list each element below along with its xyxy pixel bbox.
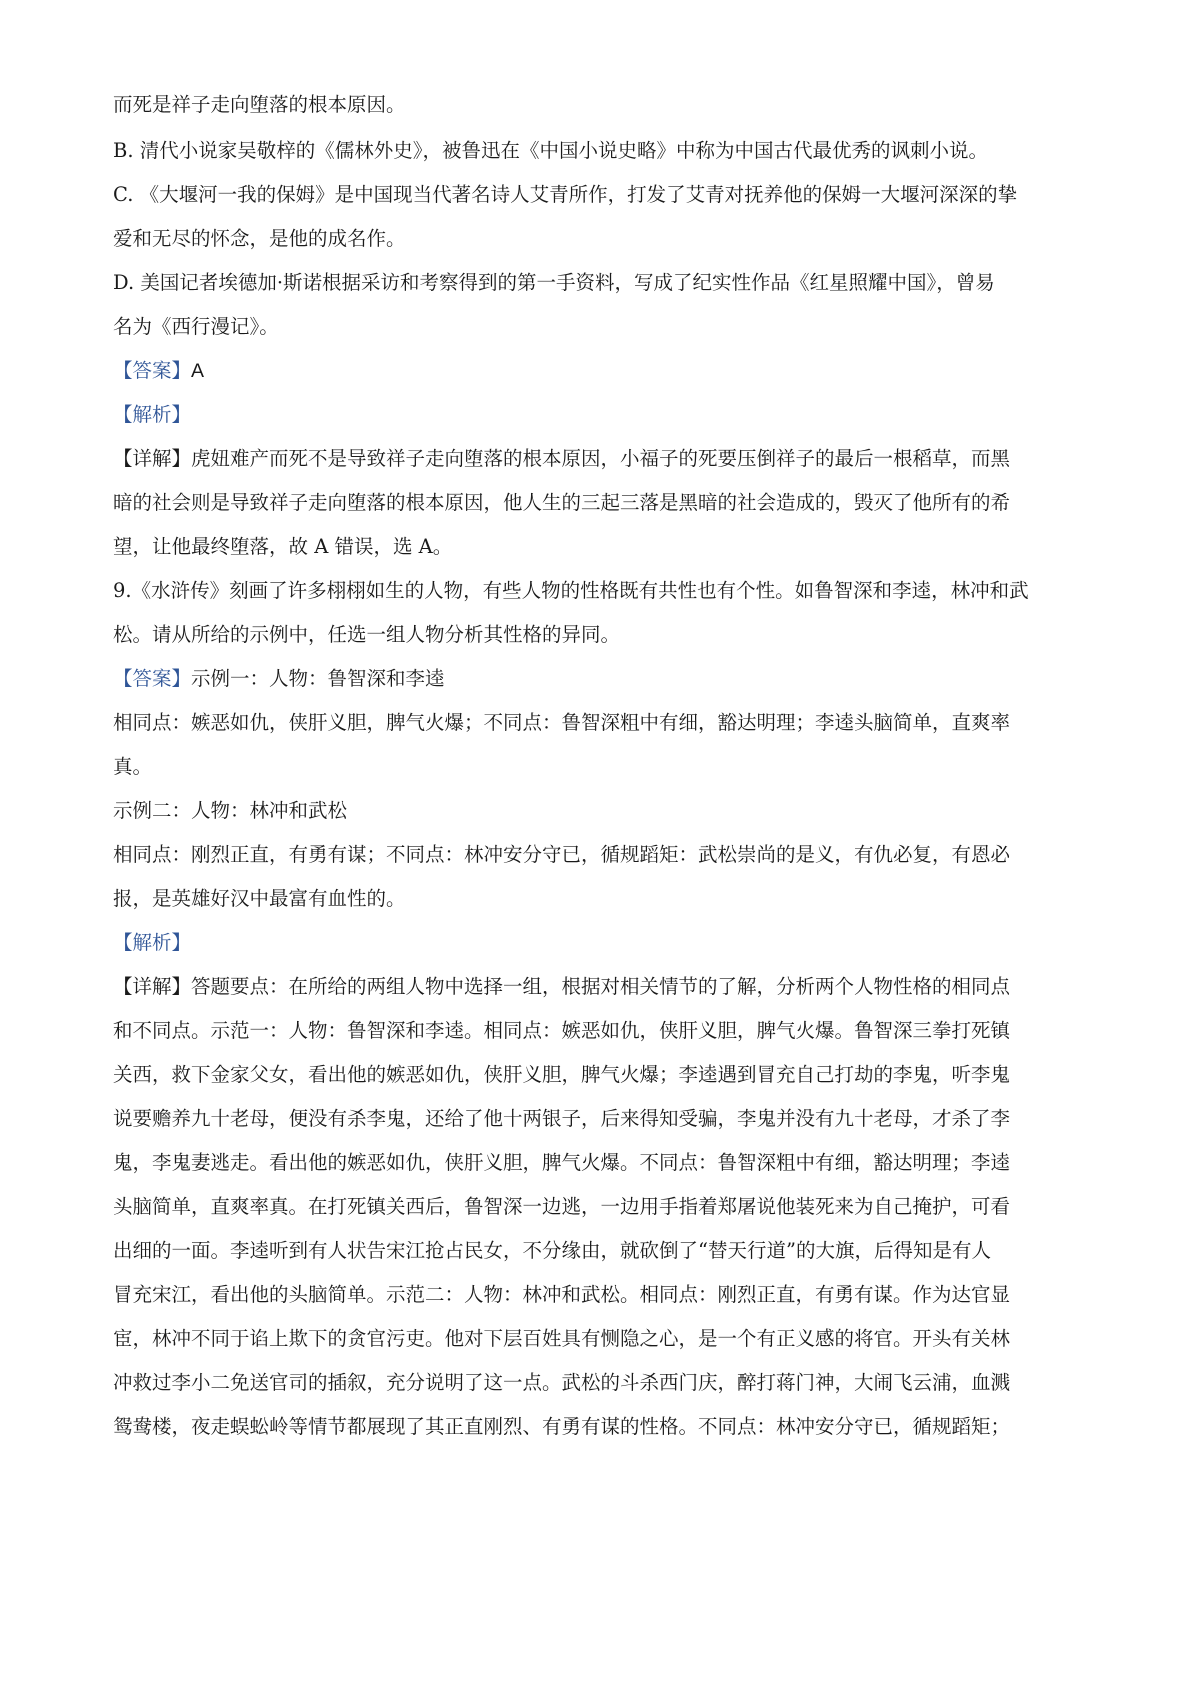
q9-answer-line4: 示例二：人物：林冲和武松 [113,799,348,822]
q8-option-b: B. 清代小说家吴敬梓的《儒林外史》，被鲁迅在《中国小说史略》中称为中国古代最优秀的讽刺小说。 [113,139,988,162]
q9-question-line1: 9.《水浒传》刻画了许多栩栩如生的人物，有些人物的性格既有共性也有个性。如鲁智深和李逵，林冲和武 [113,579,1029,602]
q9-answer-line2: 相同点：嫉恶如仇，侠肝义胆，脾气火爆；不同点：鲁智深粗中有细，豁达明理；李逵头脑简单，直爽率 [113,711,1011,734]
q9-answer-line6: 报，是英雄好汉中最富有血性的。 [113,887,406,910]
q9-answer-line3: 真。 [113,755,153,778]
q9-detail-line10: 冲救过李小二免送官司的插叙，充分说明了这一点。武松的斗杀西门庆，醉打蒋门神，大闹飞云浦，血溅 [113,1371,1011,1394]
answer-tag: 【答案】 [113,667,192,690]
q8-detail-line3: 望，让他最终堕落，故 A 错误，选 A。 [113,535,453,558]
q9-answer-line1 [113,664,1103,694]
q9-analysis-tag: 【解析】 [113,931,192,954]
q9-question-line2: 松。请从所给的示例中，任选一组人物分析其性格的异同。 [113,623,621,646]
q8-option-d-line1: D. 美国记者埃德加·斯诺根据采访和考察得到的第一手资料，写成了纪实性作品《红星照耀中国》，曾易 [113,271,995,294]
q9-detail-line2: 和不同点。示范一：人物：鲁智深和李逵。相同点：嫉恶如仇，侠肝义胆，脾气火爆。鲁智深三拳打死镇 [113,1019,1011,1042]
q8-detail-line1 [113,444,1103,474]
q9-detail-line5: 鬼，李鬼妻逃走。看出他的嫉恶如仇，侠肝义胆，脾气火爆。不同点：鲁智深粗中有细，豁达明理；李逵 [113,1151,1011,1174]
q8-option-a-continuation: 而死是祥子走向堕落的根本原因。 [113,93,406,116]
detail-text: 答题要点：在所给的两组人物中选择一组，根据对相关情节的了解，分析两个人物性格的相同点 [191,975,1011,998]
q9-detail-line9: 宦，林冲不同于谄上欺下的贪官污吏。他对下层百姓具有恻隐之心，是一个有正义感的将官。开头有关林 [113,1327,1011,1350]
answer-value: A [191,360,205,382]
detail-tag: 【详解】 [113,975,192,998]
q9-answer-line5: 相同点：刚烈正直，有勇有谋；不同点：林冲安分守已，循规蹈矩：武松崇尚的是义，有仇必复，有恩必 [113,843,1011,866]
q8-answer [113,356,1103,386]
answer-text: 示例一：人物：鲁智深和李逵 [191,667,445,690]
q9-detail-line7: 出细的一面。李逵听到有人状告宋江抢占民女，不分缘由，就砍倒了“替天行道”的大旗，后得知是有人 [113,1239,991,1262]
answer-tag: 【答案】 [113,359,192,382]
q9-detail-line1 [113,972,1103,1002]
detail-text: 虎妞难产而死不是导致祥子走向堕落的根本原因，小福子的死要压倒祥子的最后一根稻草，而黑 [191,447,1011,470]
q8-analysis-tag: 【解析】 [113,403,192,426]
q9-detail-line3: 关西，救下金家父女，看出他的嫉恶如仇，侠肝义胆，脾气火爆；李逵遇到冒充自己打劫的李鬼，听李鬼 [113,1063,1011,1086]
q9-detail-line11: 鸳鸯楼，夜走蜈蚣岭等情节都展现了其正直刚烈、有勇有谋的性格。不同点：林冲安分守已，循规蹈矩； [113,1415,1011,1438]
q9-detail-line8: 冒充宋江，看出他的头脑简单。示范二：人物：林冲和武松。相同点：刚烈正直，有勇有谋。作为达官显 [113,1283,1011,1306]
q8-detail-line2: 暗的社会则是导致祥子走向堕落的根本原因，他人生的三起三落是黑暗的社会造成的，毁灭了他所有的希 [113,491,1011,514]
q9-detail-line6: 头脑简单，直爽率真。在打死镇关西后，鲁智深一边逃，一边用手指着郑屠说他装死来为自己掩护，可看 [113,1195,1011,1218]
q8-option-c-line2: 爱和无尽的怀念，是他的成名作。 [113,227,406,250]
q9-detail-line4: 说要赡养九十老母，便没有杀李鬼，还给了他十两银子，后来得知受骗，李鬼并没有九十老母，才杀了李 [113,1107,1011,1130]
q8-option-c-line1: C. 《大堰河一我的保姆》是中国现当代著名诗人艾青所作，打发了艾青对抚养他的保姆一大堰河深深的挚 [113,183,1018,206]
detail-tag: 【详解】 [113,447,192,470]
q8-option-d-line2: 名为《西行漫记》。 [113,315,279,338]
